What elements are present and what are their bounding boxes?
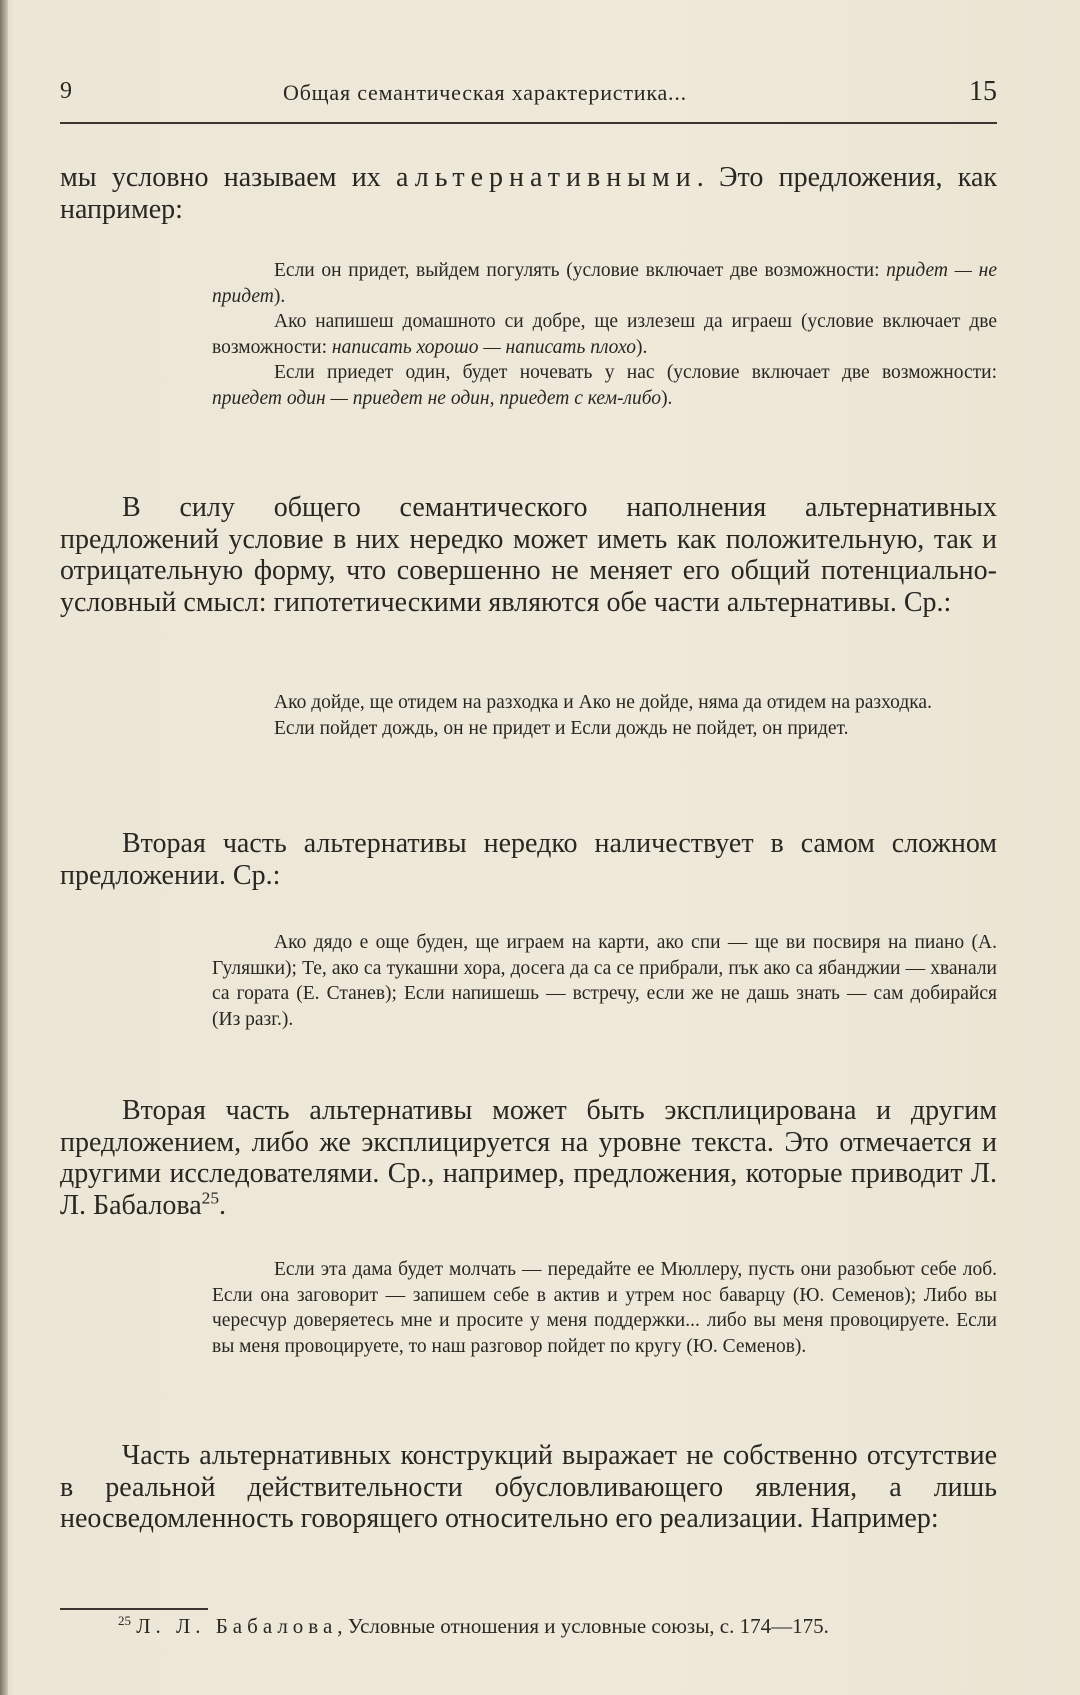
example-2-2: Если пойдет дождь, он не придет и Если дождь не пойдет, он придет. — [274, 717, 849, 739]
example-4: Если эта дама будет молчать — передайте ее Мюллеру, пусть они разобьют себе лоб. Если она заговорит — запишем себе в актив и утрем нос баварцу (Ю. Семенов); Либо вы чересчур доверяетесь мне и просите у меня поддержки... либо вы меня провоцируете. Если вы меня провоцируете, то наш разговор пойдет по кругу (Ю. Семенов). — [212, 1259, 997, 1357]
paragraph-1-text-end: . Это предложения, как например: — [60, 162, 997, 225]
footnote-ref[interactable]: 25 — [201, 1188, 220, 1208]
page-number: 15 — [969, 76, 997, 107]
book-spine-shadow — [0, 0, 8, 1695]
footnote — [60, 1612, 997, 1640]
footnote-text: , Условные отношения и условные союзы, с. 174—175. — [337, 1614, 829, 1638]
paragraph-3: Вторая часть альтернативы нередко наличествует в самом сложном предложении. Ср.: — [60, 828, 997, 891]
header-rule — [60, 122, 997, 124]
paragraph-4-text: Вторая часть альтернативы может быть эксплицирована и другим предложением, либо же эксплицируется на уровне текста. Это отмечается и другими исследователями. Ср., например, предложения, которые приводит Л. Л. Бабалова — [60, 1095, 997, 1221]
footnote-author: Л. Л. Бабалова — [136, 1614, 338, 1638]
example-1-2: Ако напишеш домашното си добре, ще излезеш да играеш (условие включает две возможности: написать хорошо — написать плохо). — [212, 311, 997, 358]
paragraph-1-text: мы условно называем их — [60, 162, 397, 193]
running-header — [60, 78, 997, 118]
example-2-1: Ако дойде, ще отидем на разходка и Ако не дойде, няма да отидем на разходка. — [274, 692, 932, 713]
section-number: 9 — [60, 78, 72, 104]
example-block-3 — [212, 930, 997, 1032]
paragraph-1 — [60, 162, 997, 225]
paragraph-2: В силу общего семантического наполнения альтернативных предложений условие в них нередко может иметь как положительную, так и отрицательную форму, что совершенно не меняет его общий потенциально-условный смысл: гипотетическими являются обе части альтернативы. Ср.: — [60, 492, 997, 618]
paragraph-4: Вторая часть альтернативы может быть эксплицирована и другим предложением, либо же эксплицируется на уровне текста. Это отмечается и другими исследователями. Ср., например, предложения, которые приводит Л. Л. Бабалова$^{25}$. — [60, 1095, 997, 1221]
example-block-2 — [212, 690, 997, 741]
running-title: Общая семантическая характеристика... — [283, 80, 687, 105]
paragraph-5: Часть альтернативных конструкций выражает не собственно отсутствие в реальной действительности обусловливающего явления, а лишь неосведомленность говорящего относительно его реализации. Например: — [60, 1440, 997, 1534]
footnote-number: 25 — [118, 1613, 132, 1628]
example-block-1 — [212, 258, 997, 411]
example-3: Ако дядо е още буден, ще играем на карти, ако спи — ще ви посвиря на пиано (А. Гуляшки); Те, ако са тукашни хора, досега да са се прибрали, пък ако са ябанджии — хванали са гората (Е. Станев); Если напишешь — встречу, если же не дашь знать — сам добирайся (Из разг.). — [212, 932, 997, 1030]
example-1-1: Если он придет, выйдем погулять (условие включает две возможности: придет — не придет). — [212, 260, 998, 307]
spaced-term: альтернативными — [396, 162, 697, 193]
example-1-3: Если приедет один, будет ночевать у нас (условие включает две возможности: приедет один — приедет не один, приедет с кем-либо). — [212, 362, 997, 409]
example-block-4 — [212, 1257, 997, 1359]
footnote-rule — [60, 1608, 208, 1610]
